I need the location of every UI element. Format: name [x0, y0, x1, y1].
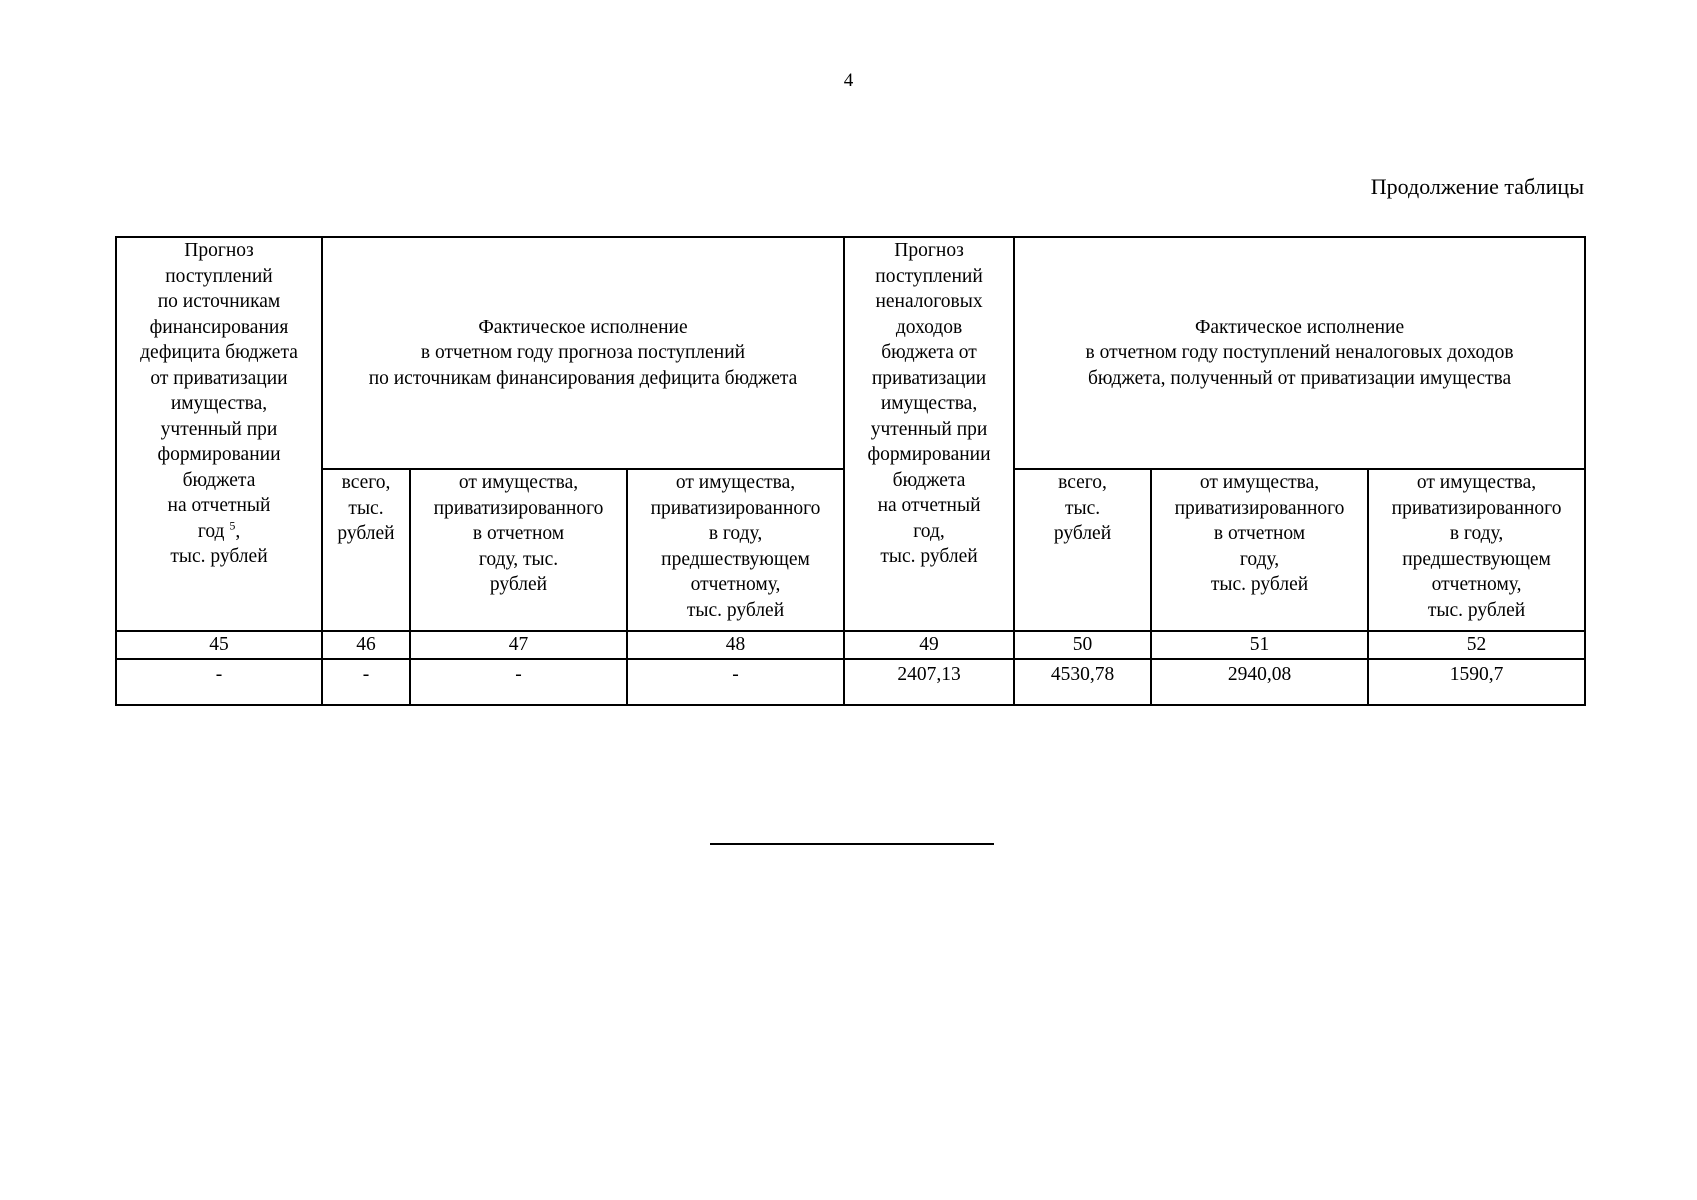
column-number-cell: 47	[410, 631, 627, 659]
data-cell: -	[627, 659, 844, 705]
data-cell: 2940,08	[1151, 659, 1368, 705]
column-number-cell: 50	[1014, 631, 1151, 659]
data-cell: 1590,7	[1368, 659, 1585, 705]
data-cell: -	[410, 659, 627, 705]
privatization-report-table	[115, 236, 1586, 706]
column-number-cell: 45	[116, 631, 322, 659]
header-group-actual-nontax: Фактическое исполнение в отчетном году поступлений неналоговых доходов бюджета, полученный от приватизации имущества	[1014, 237, 1585, 469]
table-row	[116, 659, 1585, 705]
header-col50-total: всего, тыс. рублей	[1014, 469, 1151, 631]
data-cell: -	[322, 659, 410, 705]
header-col49-forecast-nontax: Прогноз поступлений неналоговых доходов бюджета от приватизации имущества, учтенный при формировании бюджета на отчетный год, тыс. рублей	[844, 237, 1014, 631]
column-number-cell: 52	[1368, 631, 1585, 659]
table-continuation-label: Продолжение таблицы	[1370, 174, 1584, 199]
header-col47-current-year: от имущества, приватизированного в отчетном году, тыс. рублей	[410, 469, 627, 631]
page-number: 4	[843, 70, 854, 91]
column-number-cell: 48	[627, 631, 844, 659]
footer-separator-line	[710, 843, 994, 845]
header-col51-current-year: от имущества, приватизированного в отчетном году, тыс. рублей	[1151, 469, 1368, 631]
data-cell: 4530,78	[1014, 659, 1151, 705]
data-cell: 2407,13	[844, 659, 1014, 705]
footnote-marker: 5	[229, 518, 236, 532]
header-group-actual-financing: Фактическое исполнение в отчетном году прогноза поступлений по источникам финансирования дефицита бюджета	[322, 237, 844, 469]
column-number-row	[116, 631, 1585, 659]
header-col46-total: всего, тыс. рублей	[322, 469, 410, 631]
header-col48-previous-year: от имущества, приватизированного в году, предшествующем отчетному, тыс. рублей	[627, 469, 844, 631]
column-number-cell: 51	[1151, 631, 1368, 659]
header-col52-previous-year: от имущества, приватизированного в году, предшествующем отчетному, тыс. рублей	[1368, 469, 1585, 631]
column-number-cell: 46	[322, 631, 410, 659]
header-col45-forecast-financing: Прогноз поступлений по источникам финансирования дефицита бюджета от приватизации имущества, учтенный при формировании бюджета на отчетный год $^5$, тыс. рублей	[116, 237, 322, 631]
data-cell: -	[116, 659, 322, 705]
column-number-cell: 49	[844, 631, 1014, 659]
